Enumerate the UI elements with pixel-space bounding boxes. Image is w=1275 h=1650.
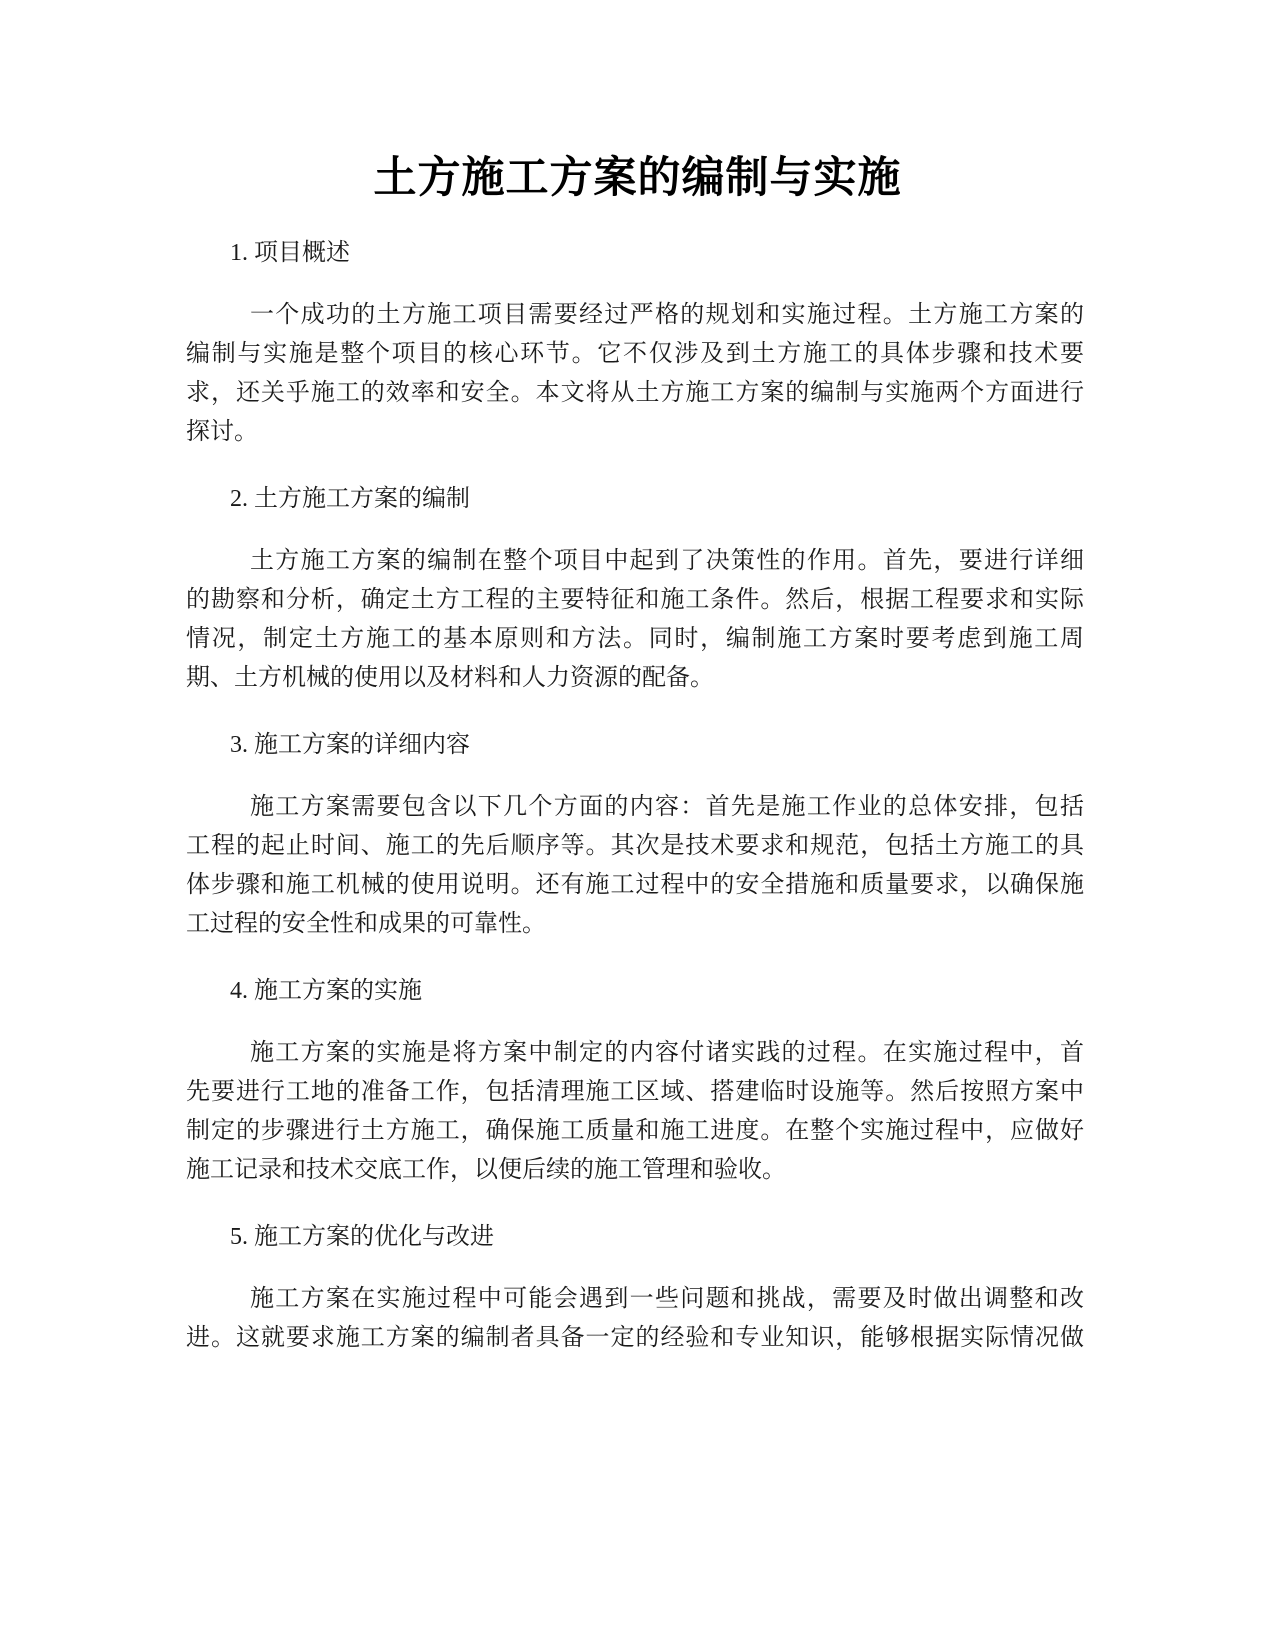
paragraph-line: 求，还关乎施工的效率和安全。本文将从土方施工方案的编制与实施两个方面进行 <box>186 380 1084 406</box>
paragraph-line: 工程的起止时间、施工的先后顺序等。其次是技术要求和规范，包括土方施工的具 <box>186 833 1084 859</box>
section-paragraph-2 <box>186 542 1084 698</box>
paragraph-line: 一个成功的土方施工项目需要经过严格的规划和实施过程。土方施工方案的 <box>250 302 1084 328</box>
paragraph-line: 施工方案在实施过程中可能会遇到一些问题和挑战，需要及时做出调整和改 <box>250 1286 1084 1312</box>
paragraph-line: 探讨。 <box>186 419 258 445</box>
section-heading-4: 4. 施工方案的实施 <box>230 978 422 1004</box>
paragraph-line: 情况，制定土方施工的基本原则和方法。同时，编制施工方案时要考虑到施工周 <box>186 626 1084 652</box>
section-paragraph-1 <box>186 296 1084 452</box>
paragraph-line: 工过程的安全性和成果的可靠性。 <box>186 911 546 937</box>
paragraph-line: 体步骤和施工机械的使用说明。还有施工过程中的安全措施和质量要求，以确保施 <box>186 872 1084 898</box>
paragraph-line: 制定的步骤进行土方施工，确保施工质量和施工进度。在整个实施过程中，应做好 <box>186 1118 1084 1144</box>
section-heading-3: 3. 施工方案的详细内容 <box>230 732 470 758</box>
paragraph-line: 先要进行工地的准备工作，包括清理施工区域、搭建临时设施等。然后按照方案中 <box>186 1079 1084 1105</box>
section-heading-1: 1. 项目概述 <box>230 240 350 266</box>
section-heading-2: 2. 土方施工方案的编制 <box>230 486 470 512</box>
paragraph-line: 施工方案需要包含以下几个方面的内容：首先是施工作业的总体安排，包括 <box>250 794 1084 820</box>
paragraph-line: 的勘察和分析，确定土方工程的主要特征和施工条件。然后，根据工程要求和实际 <box>186 587 1084 613</box>
paragraph-line: 编制与实施是整个项目的核心环节。它不仅涉及到土方施工的具体步骤和技术要 <box>186 341 1084 367</box>
paragraph-line: 施工记录和技术交底工作，以便后续的施工管理和验收。 <box>186 1157 786 1183</box>
section-paragraph-3 <box>186 788 1084 944</box>
paragraph-line: 施工方案的实施是将方案中制定的内容付诸实践的过程。在实施过程中，首 <box>250 1040 1084 1066</box>
section-heading-5: 5. 施工方案的优化与改进 <box>230 1224 494 1250</box>
section-paragraph-5 <box>186 1280 1084 1358</box>
paragraph-line: 进。这就要求施工方案的编制者具备一定的经验和专业知识，能够根据实际情况做 <box>186 1325 1084 1351</box>
paragraph-line: 期、土方机械的使用以及材料和人力资源的配备。 <box>186 665 714 691</box>
paragraph-line: 土方施工方案的编制在整个项目中起到了决策性的作用。首先，要进行详细 <box>250 548 1084 574</box>
section-paragraph-4 <box>186 1034 1084 1190</box>
document-title: 土方施工方案的编制与实施 <box>373 153 902 203</box>
